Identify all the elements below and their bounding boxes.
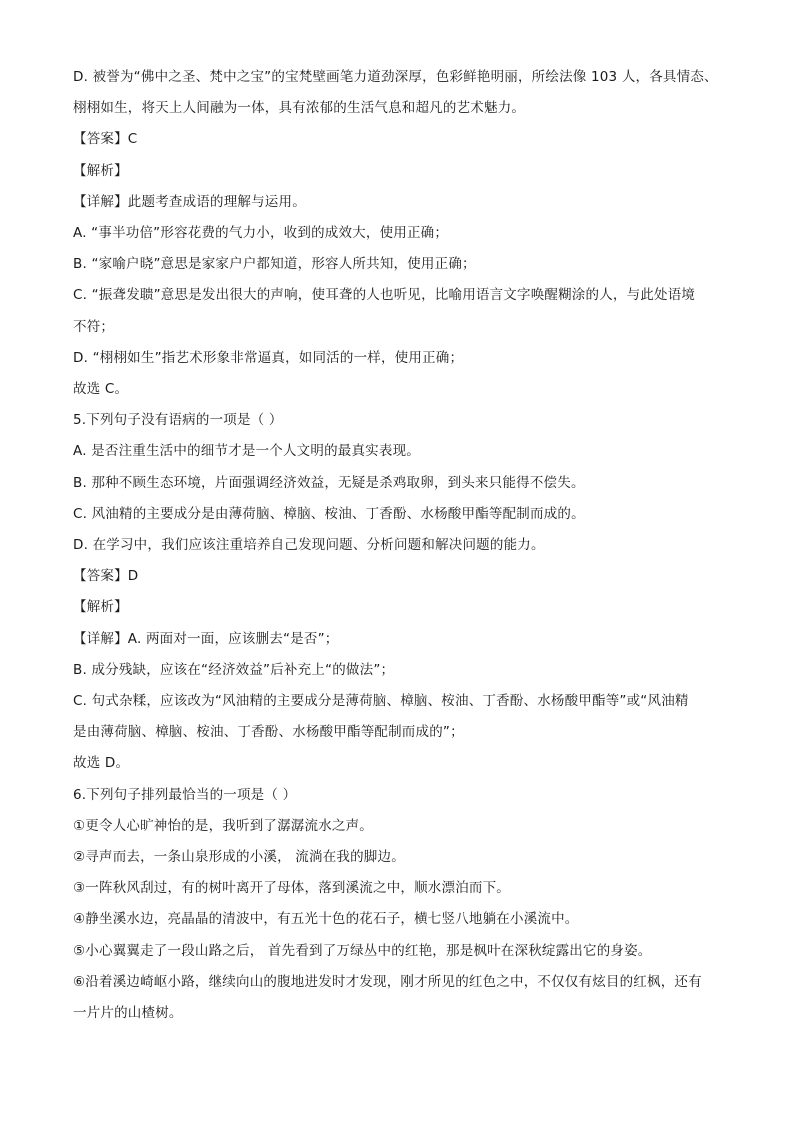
explain-b: B. 成分残缺，应该在“经济效益”后补充上“的做法”； bbox=[73, 661, 395, 678]
choose-text: 故选 C。 bbox=[73, 381, 129, 398]
sentence-2: ②寻声而去，一条山泉形成的小溪， 流淌在我的脚边。 bbox=[73, 849, 405, 866]
sentence-1: ①更令人心旷神怡的是，我听到了潺潺流水之声。 bbox=[73, 817, 374, 834]
q5-option-d: D. 在学习中，我们应该注重培养自己发现问题、分析问题和解决问题的能力。 bbox=[73, 537, 545, 554]
explain-c: C. 句式杂糅，应该改为“风油精的主要成分是薄荷脑、樟脑、桉油、丁香酚、水杨酸甲酯等”或“风油精 bbox=[73, 693, 689, 710]
option-d-text: D. 被誉为“佛中之圣、梵中之宝”的宝梵壁画笔力道劲深厚，色彩鲜艳明丽，所绘法像 103 人，各具情态、 bbox=[73, 69, 718, 85]
sentence-4: ④静坐溪水边，亮晶晶的清波中，有五光十色的花石子，横七竖八地躺在小溪流中。 bbox=[73, 911, 579, 928]
sentence-6-cont: 一片片的山楂树。 bbox=[73, 1005, 183, 1022]
q5-option-b: B. 那种不顾生态环境，片面强调经济效益，无疑是杀鸡取卵，到头来只能得不偿失。 bbox=[73, 474, 585, 491]
answer-label: 【答案】D bbox=[73, 568, 139, 585]
sentence-5: ⑤小心翼翼走了一段山路之后， 首先看到了万绿丛中的红艳，那是枫叶在深秋绽露出它的身姿。 bbox=[73, 942, 652, 959]
analysis-label: 【解析】 bbox=[73, 162, 128, 179]
document-page bbox=[73, 62, 723, 1029]
q5-option-c: C. 风油精的主要成分是由薄荷脑、樟脑、桉油、丁香酚、水杨酸甲酯等配制而成的。 bbox=[73, 505, 585, 522]
explain-b: B. “家喻户晓”意思是家家户户都知道，形容人所共知，使用正确； bbox=[73, 256, 476, 273]
option-d-text-cont: 栩栩如生，将天上人间融为一体，具有浓郁的生活气息和超凡的艺术魅力。 bbox=[73, 100, 526, 117]
sentence-3: ③一阵秋风刮过，有的树叶离开了母体，落到溪流之中，顺水漂泊而下。 bbox=[73, 880, 511, 897]
question-5: 5.下列句子没有语病的一项是（ ） bbox=[73, 412, 283, 429]
explain-c: C. “振聋发聩”意思是发出很大的声响，使耳聋的人也听见，比喻用语言文字唤醒糊涂的人，与此处语境 bbox=[73, 287, 696, 304]
answer-label: 【答案】C bbox=[73, 131, 138, 148]
explain-a: A. “事半功倍”形容花费的气力小，收到的成效大，使用正确； bbox=[73, 225, 449, 242]
detail-text: 【详解】A. 两面对一面，应该删去“是否”； bbox=[73, 630, 339, 647]
explain-c-cont: 是由薄荷脑、樟脑、桉油、丁香酚、水杨酸甲酯等配制而成的”； bbox=[73, 724, 464, 741]
analysis-label: 【解析】 bbox=[73, 599, 128, 616]
sentence-6: ⑥沿着溪边崎岖小路，继续向山的腹地进发时才发现，刚才所见的红色之中，不仅仅有炫目的红枫，还有 bbox=[73, 973, 702, 990]
question-6: 6.下列句子排列最恰当的一项是（ ） bbox=[73, 786, 297, 803]
q5-option-a: A. 是否注重生活中的细节才是一个人文明的最真实表现。 bbox=[73, 443, 420, 460]
choose-text: 故选 D。 bbox=[73, 755, 130, 772]
detail-text: 【详解】此题考查成语的理解与运用。 bbox=[73, 193, 306, 210]
explain-d: D. “栩栩如生”指艺术形象非常逼真，如同活的一样，使用正确； bbox=[73, 349, 464, 366]
explain-c-cont: 不符； bbox=[73, 318, 115, 335]
